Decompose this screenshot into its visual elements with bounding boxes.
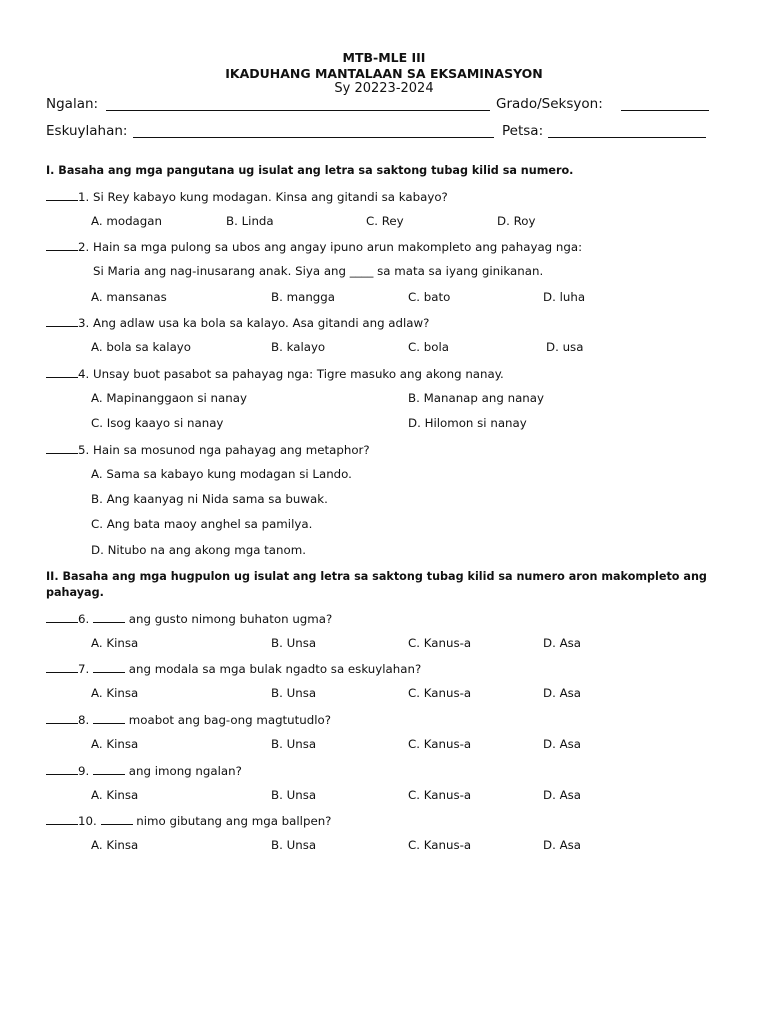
option-a: A. Sama sa kabayo kung modagan si Lando. — [91, 467, 352, 481]
option-b: B. kalayo — [271, 340, 326, 354]
question-number: 7. — [78, 662, 90, 676]
option-a: A. bola sa kalayo — [91, 340, 192, 354]
part2-instruction: II. Basaha ang mga hugpulon ug isulat ang letra sa saktong tubag kilid sa numero aron makompleto ang pahayag. — [46, 570, 707, 599]
question-text: 2. Hain sa mga pulong sa ubos ang angay ipuno arun makompleto ang pahayag nga: — [78, 240, 583, 254]
option-c: C. bato — [408, 290, 451, 304]
option-d: D. luha — [543, 290, 586, 304]
option-a: A. mansanas — [91, 290, 167, 304]
exam-title: IKADUHANG MANTALAAN SA EKSAMINASYON — [225, 66, 543, 81]
question-text: ang modala sa mga bulak ngadto sa eskuylahan? — [128, 662, 422, 676]
option-c: C. Kanus-a — [408, 686, 472, 700]
grade-label: Grado/Seksyon: — [496, 96, 603, 112]
question-7 — [46, 661, 421, 676]
question-number: 8. — [78, 713, 90, 727]
option-a: A. modagan — [91, 214, 162, 228]
option-a: A. Kinsa — [91, 838, 139, 852]
school-label: Eskuylahan: — [46, 123, 128, 139]
option-d: D. Asa — [543, 838, 582, 852]
subject-title: MTB-MLE III — [342, 50, 426, 65]
fill-blank[interactable] — [93, 712, 125, 724]
date-label: Petsa: — [502, 123, 544, 139]
question-4 — [46, 366, 504, 381]
question-10 — [46, 813, 331, 828]
question-text: nimo gibutang ang mga ballpen? — [136, 814, 332, 828]
question-1 — [46, 189, 448, 204]
option-b: B. Mananap ang nanay — [408, 391, 544, 405]
option-c: C. Kanus-a — [408, 838, 472, 852]
option-b: B. Unsa — [271, 788, 317, 802]
fill-blank[interactable] — [93, 611, 125, 623]
option-d: D. Hilomon si nanay — [408, 416, 527, 430]
option-d: D. Roy — [497, 214, 536, 228]
part1-instruction: I. Basaha ang mga pangutana ug isulat ang letra sa saktong tubag kilid sa numero. — [46, 164, 574, 177]
question-number: 9. — [78, 764, 90, 778]
option-b: B. Unsa — [271, 686, 317, 700]
name-label: Ngalan: — [46, 96, 99, 112]
option-a: A. Kinsa — [91, 737, 139, 751]
answer-blank[interactable] — [46, 661, 78, 673]
option-a: A. Kinsa — [91, 686, 139, 700]
question-number: 10. — [78, 814, 97, 828]
question-text: moabot ang bag-ong magtutudlo? — [128, 713, 332, 727]
option-c: C. Ang bata maoy anghel sa pamilya. — [91, 517, 313, 531]
answer-blank[interactable] — [46, 442, 78, 454]
option-a: A. Mapinanggaon si nanay — [91, 391, 247, 405]
question-text: 1. Si Rey kabayo kung modagan. Kinsa ang gitandi sa kabayo? — [78, 190, 448, 204]
option-c: C. Kanus-a — [408, 788, 472, 802]
question-text: ang imong ngalan? — [128, 764, 242, 778]
fill-blank[interactable] — [93, 661, 125, 673]
option-b: B. mangga — [271, 290, 335, 304]
question-5 — [46, 442, 370, 457]
option-b: B. Linda — [226, 214, 274, 228]
question-2 — [46, 239, 582, 254]
question-8 — [46, 712, 331, 727]
question-text: 3. Ang adlaw usa ka bola sa kalayo. Asa gitandi ang adlaw? — [78, 316, 430, 330]
question-9 — [46, 763, 242, 778]
answer-blank[interactable] — [46, 315, 78, 327]
school-year: Sy 20223-2024 — [334, 81, 434, 96]
answer-blank[interactable] — [46, 189, 78, 201]
option-c: C. bola — [408, 340, 449, 354]
option-c: C. Kanus-a — [408, 636, 472, 650]
option-b: B. Unsa — [271, 636, 317, 650]
option-d: D. usa — [546, 340, 584, 354]
option-c: C. Isog kaayo si nanay — [91, 416, 224, 430]
answer-blank[interactable] — [46, 239, 78, 251]
fill-blank[interactable] — [101, 813, 133, 825]
question-6 — [46, 611, 332, 626]
option-d: D. Asa — [543, 686, 582, 700]
option-c: C. Kanus-a — [408, 737, 472, 751]
option-a: A. Kinsa — [91, 636, 139, 650]
question-3 — [46, 315, 429, 330]
option-d: D. Asa — [543, 636, 582, 650]
option-b: B. Unsa — [271, 737, 317, 751]
answer-blank[interactable] — [46, 763, 78, 775]
option-b: B. Unsa — [271, 838, 317, 852]
option-a: A. Kinsa — [91, 788, 139, 802]
school-line[interactable] — [133, 137, 494, 138]
option-d: D. Asa — [543, 737, 582, 751]
option-b: B. Ang kaanyag ni Nida sama sa buwak. — [91, 492, 328, 506]
date-line[interactable] — [548, 137, 706, 138]
name-line[interactable] — [106, 110, 490, 111]
answer-blank[interactable] — [46, 712, 78, 724]
answer-blank[interactable] — [46, 366, 78, 378]
question-number: 6. — [78, 612, 90, 626]
option-d: D. Asa — [543, 788, 582, 802]
grade-line[interactable] — [621, 110, 709, 111]
fill-blank[interactable] — [93, 763, 125, 775]
option-c: C. Rey — [366, 214, 404, 228]
question-text: ang gusto nimong buhaton ugma? — [128, 612, 333, 626]
answer-blank[interactable] — [46, 611, 78, 623]
question-text: 5. Hain sa mosunod nga pahayag ang metaphor? — [78, 443, 370, 457]
question-2-sentence: Si Maria ang nag-inusarang anak. Siya ang ____ sa mata sa iyang ginikanan. — [93, 264, 544, 278]
answer-blank[interactable] — [46, 813, 78, 825]
question-text: 4. Unsay buot pasabot sa pahayag nga: Tigre masuko ang akong nanay. — [78, 367, 504, 381]
option-d: D. Nitubo na ang akong mga tanom. — [91, 543, 306, 557]
